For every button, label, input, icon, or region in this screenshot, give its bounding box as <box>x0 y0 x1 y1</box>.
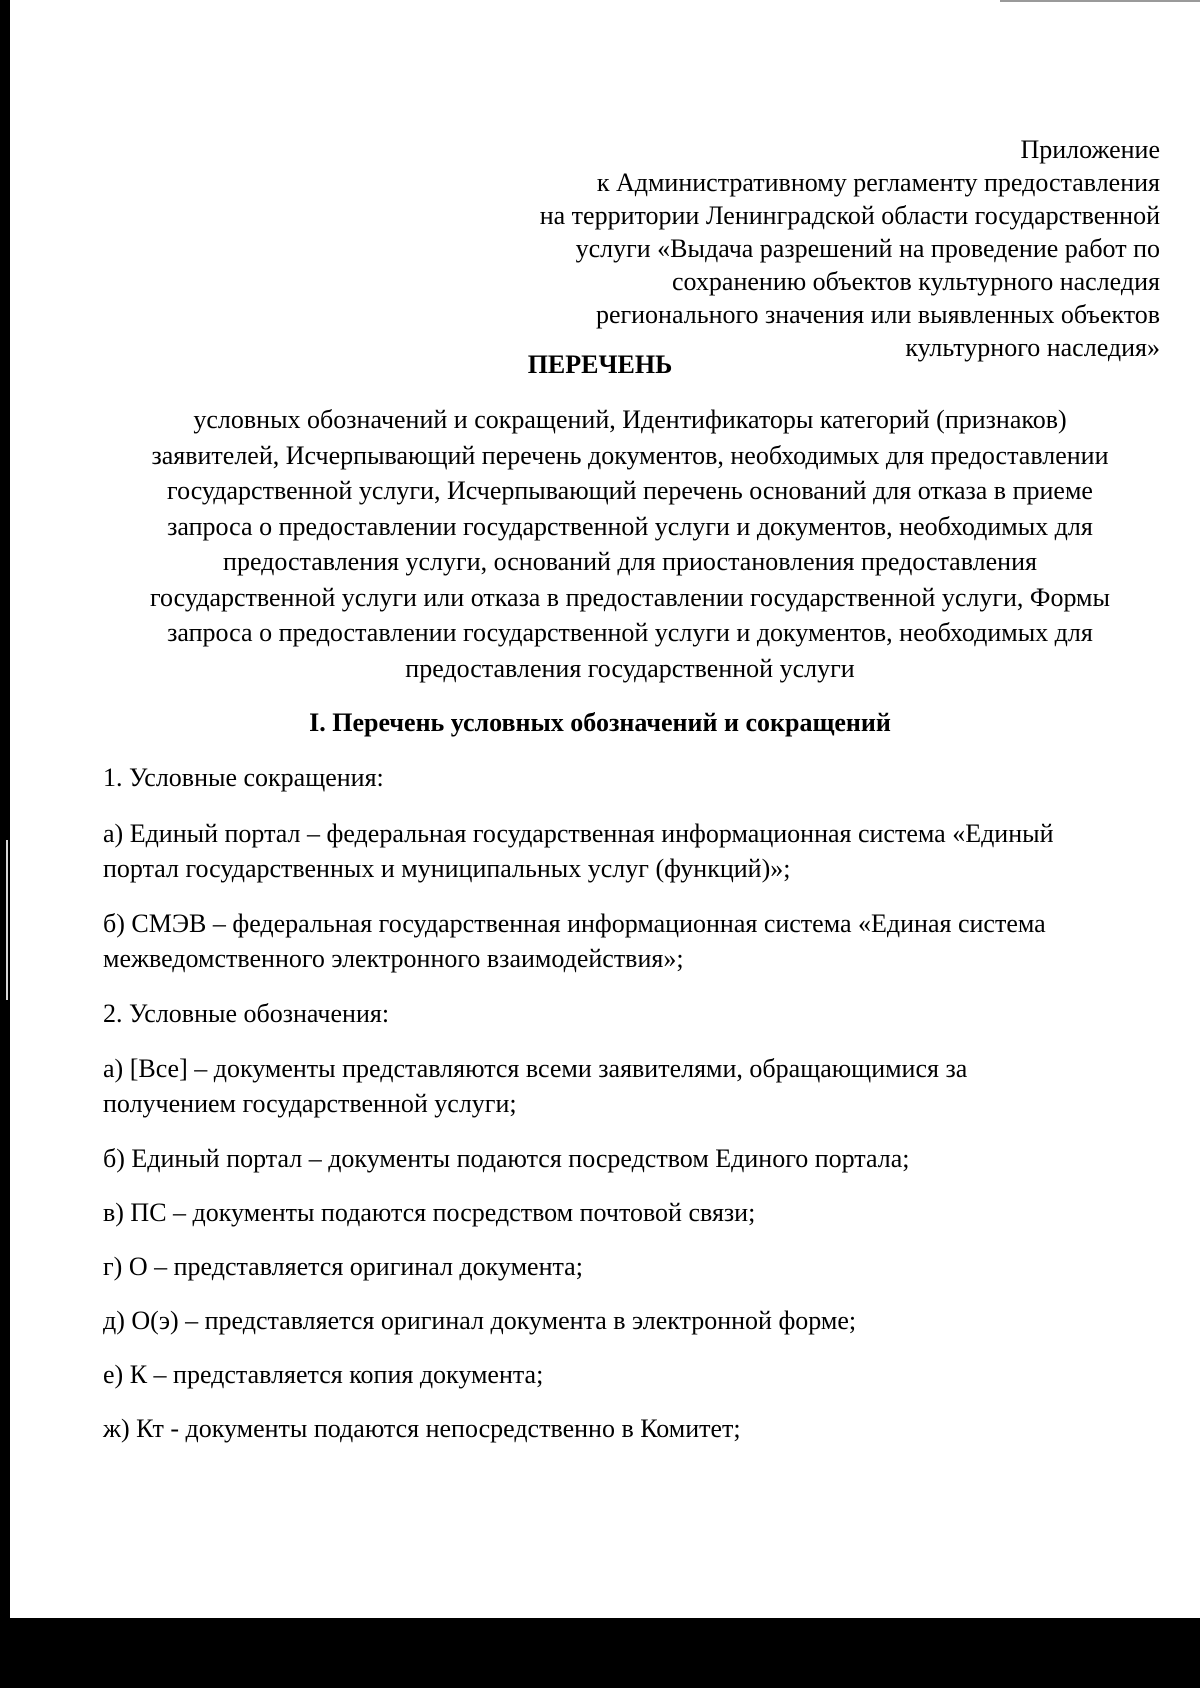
scan-left-edge <box>0 0 10 1620</box>
paragraph-line: в) ПС – документы подаются посредством почтовой связи; <box>103 1198 756 1227</box>
scan-top-rule <box>1000 0 1200 2</box>
paragraph-abbreviations-heading <box>103 760 1183 795</box>
subtitle-line: запроса о предоставлении государственной услуги и документов, необходимых для <box>167 618 1093 647</box>
paragraph-notation-copy <box>103 1357 1183 1392</box>
subtitle-line: предоставления государственной услуги <box>405 653 855 683</box>
document-subtitle <box>105 402 1155 686</box>
paragraph-line: а) [Все] – документы представляются всеми заявителями, обращающимися за <box>103 1054 968 1083</box>
paragraph-line: д) О(э) – представляется оригинал документа в электронной форме; <box>103 1306 857 1335</box>
paragraph-line: е) К – представляется копия документа; <box>103 1360 544 1389</box>
paragraph-line: получением государственной услуги; <box>103 1089 517 1118</box>
scan-bottom-band <box>0 1618 1200 1688</box>
appendix-header <box>400 133 1160 364</box>
paragraph-line: б) Единый портал – документы подаются посредством Единого портала; <box>103 1144 910 1173</box>
paragraph-line: г) О – представляется оригинал документа; <box>103 1252 583 1281</box>
subtitle-line: государственной услуги или отказа в предоставлении государственной услуги, Формы <box>150 582 1110 612</box>
paragraph-notation-committee <box>103 1411 1183 1446</box>
paragraph-line: 1. Условные сокращения: <box>103 763 384 792</box>
subtitle-line: условных обозначений и сокращений, Идентификаторы категорий (признаков) <box>193 405 1067 434</box>
paragraph-notation-post <box>103 1195 1183 1230</box>
paragraph-notations-heading <box>103 996 1183 1031</box>
paragraph-line: а) Единый портал – федеральная государственная информационная система «Единый <box>103 819 1054 848</box>
subtitle-line: запроса о предоставлении государственной услуги и документов, необходимых для <box>167 511 1093 541</box>
appendix-line: культурного наследия» <box>905 333 1160 362</box>
subtitle-line: государственной услуги, Исчерпывающий перечень оснований для отказа в приеме <box>167 476 1093 505</box>
appendix-line: на территории Ленинградской области государственной <box>539 201 1160 230</box>
document-title: ПЕРЕЧЕНЬ <box>527 350 673 379</box>
paragraph-abbreviation-smev <box>103 906 1183 976</box>
paragraph-notation-all <box>103 1051 1183 1121</box>
appendix-line: услуги «Выдача разрешений на проведение работ по <box>575 234 1160 263</box>
paragraph-line: б) СМЭВ – федеральная государственная информационная система «Единая система <box>103 909 1046 938</box>
subtitle-line: предоставления услуги, оснований для приостановления предоставления <box>223 547 1037 576</box>
scan-faint-mark <box>6 840 8 1000</box>
appendix-line: регионального значения или выявленных объектов <box>595 300 1160 329</box>
paragraph-notation-original <box>103 1249 1183 1284</box>
appendix-line: к Административному регламенту предоставления <box>596 168 1160 197</box>
paragraph-line: ж) Кт - документы подаются непосредственно в Комитет; <box>103 1414 741 1443</box>
appendix-line: сохранению объектов культурного наследия <box>672 267 1160 296</box>
section-heading: I. Перечень условных обозначений и сокращений <box>309 708 891 737</box>
paragraph-abbreviation-portal <box>103 816 1183 886</box>
subtitle-line: заявителей, Исчерпывающий перечень документов, необходимых для предоставлении <box>151 440 1109 470</box>
appendix-line: Приложение <box>1020 135 1160 164</box>
paragraph-line: портал государственных и муниципальных услуг (функций)»; <box>103 854 791 883</box>
paragraph-notation-portal <box>103 1141 1183 1176</box>
paragraph-line: 2. Условные обозначения: <box>103 999 390 1028</box>
paragraph-notation-electronic <box>103 1303 1183 1338</box>
paragraph-line: межведомственного электронного взаимодействия»; <box>103 944 684 973</box>
